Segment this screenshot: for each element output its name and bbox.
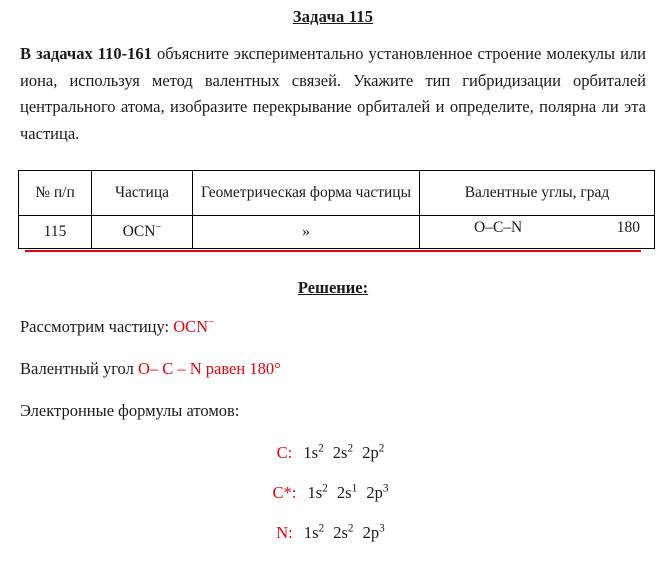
cell-particle-formula: OCN (122, 222, 156, 240)
formula-term-sup: 2 (378, 442, 385, 455)
formula-term (362, 443, 384, 462)
line-valence-angle (20, 358, 646, 380)
electron-formulas-label: Электронные формулы атомов: (20, 401, 240, 421)
cell-particle (92, 215, 193, 248)
header-number: № п/п (19, 170, 92, 215)
formula-term-sup: 2 (347, 442, 354, 455)
line-consider-charge: − (208, 316, 215, 329)
cell-angles (420, 215, 655, 248)
formula-term (304, 523, 324, 542)
formula-atom-label: C: (276, 442, 293, 462)
intro-rest: объясните экспериментально установленное строение молекулы или иона, используя метод валентных связей. Укажите тип гибридизации орбиталей центрального атома, изобразите перекрывание орбиталей и определите, полярна ли эта частица. (20, 44, 647, 144)
formula-term (366, 483, 388, 502)
formula-term (333, 523, 353, 542)
formula-term-sup: 2 (322, 482, 328, 495)
formula-term-base: 2p (362, 522, 380, 542)
solution-heading: Решение: (297, 277, 369, 297)
formula-row-nitrogen (18, 523, 648, 543)
formula-term (363, 523, 385, 542)
formula-term (337, 483, 357, 502)
formula-term-base: 2s (333, 522, 348, 542)
cell-angle-value: 180 (616, 218, 640, 236)
task-table (18, 170, 655, 249)
line-consider-prefix: Рассмотрим частицу: (20, 316, 174, 336)
formula-term-base: 2p (366, 482, 383, 502)
formula-term-sup: 3 (382, 482, 389, 495)
cell-particle-charge: − (155, 221, 162, 233)
formula-term-sup: 2 (318, 522, 325, 535)
header-shape: Геометрическая форма частицы (193, 170, 420, 215)
formula-row-carbon (18, 443, 648, 463)
page-title: Задача 115 (292, 7, 374, 26)
line-consider-particle (20, 316, 646, 338)
formula-term-sup: 2 (318, 442, 324, 455)
formula-term (303, 443, 323, 462)
table-row (19, 215, 655, 248)
formula-term-sup: 2 (347, 522, 354, 535)
formula-term-base: 2s (336, 482, 352, 502)
table-header-row (19, 170, 655, 215)
formula-atom-label: N: (276, 522, 293, 542)
line-consider-value: OCN (173, 316, 209, 336)
formula-term-base: 1s (303, 442, 319, 462)
cell-shape: » (193, 215, 420, 248)
formula-term-sup: 1 (351, 482, 358, 495)
header-particle: Частица (92, 170, 193, 215)
formula-term-base: 1s (303, 522, 319, 542)
intro-lead: В задачах 110-161 (20, 44, 152, 63)
line-valence-value: O– C – N равен 180° (137, 359, 281, 379)
document-page (0, 7, 666, 574)
formula-row-carbon-excited (18, 483, 648, 503)
formula-term-sup: 3 (379, 522, 385, 535)
formula-term-base: 2s (332, 442, 348, 462)
formula-term (333, 443, 353, 462)
red-underline-rule (25, 250, 641, 252)
cell-number: 115 (19, 215, 92, 248)
formula-term-base: 1s (307, 482, 323, 502)
intro-paragraph (20, 41, 646, 148)
line-valence-prefix: Валентный угол (20, 359, 138, 379)
formula-atom-label: C*: (272, 482, 297, 502)
formula-term-base: 2p (362, 442, 379, 462)
header-angles: Валентные углы, град (420, 170, 655, 215)
formula-term (308, 483, 328, 502)
cell-angle-label: O–C–N (474, 218, 523, 236)
